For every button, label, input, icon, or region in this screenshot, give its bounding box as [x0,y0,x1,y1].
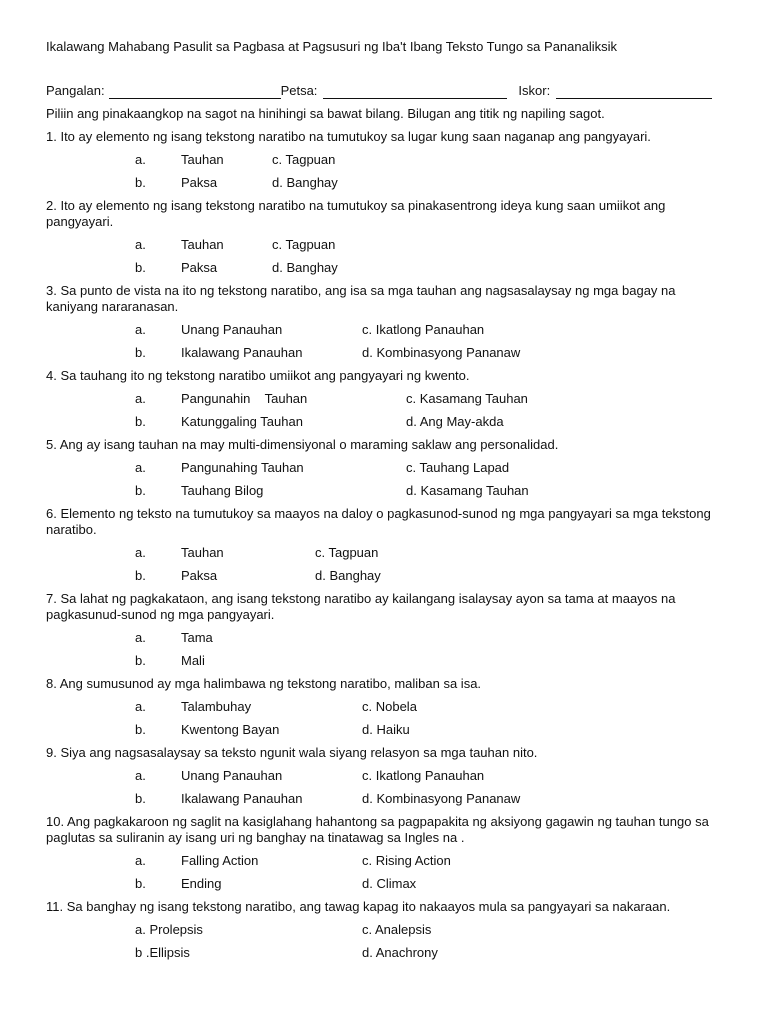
option-letter[interactable]: b. [135,260,146,275]
option-letter[interactable]: a. [135,322,146,337]
option-row [46,852,728,869]
question-9 [46,745,728,807]
option-right[interactable]: c. Ikatlong Panauhan [362,322,485,337]
option-letter[interactable]: b. [135,175,146,190]
question-text: 8. Ang sumusunod ay mga halimbawa ng tekstong naratibo, maliban sa isa. [46,676,482,691]
option-left[interactable]: Pangunahing Tauhan [181,460,304,475]
option-letter[interactable]: b. [135,722,146,737]
option-row [46,413,728,430]
option-letter[interactable]: a. [135,545,146,560]
question-text: 2. Ito ay elemento ng isang tekstong naratibo na tumutukoy sa pinakasentrong ideya kung saan umiikot ang pangyayari. [46,198,666,229]
option-row [46,236,728,253]
option-left[interactable]: Tauhan [181,237,224,252]
option-row [46,482,728,499]
option-left[interactable]: Katunggaling Tauhan [181,414,303,429]
option-left[interactable]: Pangunahin Tauhan [181,391,308,406]
option-left[interactable]: Paksa [181,568,218,583]
option-left[interactable]: Tauhan [181,152,224,167]
option-letter[interactable]: b. [135,653,146,668]
score-field[interactable] [556,86,712,99]
question-4 [46,368,728,430]
option-left[interactable]: Mali [181,653,205,668]
option-letter[interactable]: a. [135,391,146,406]
option-letter[interactable]: a. [135,460,146,475]
option-right[interactable]: c. Tagpuan [315,545,379,560]
option-right[interactable]: c. Kasamang Tauhan [406,391,528,406]
question-text: 10. Ang pagkakaroon ng saglit na kasiglahang hahantong sa pagpapakita ng aksiyong gagawin ng tauhan tungo sa paglutas sa suliranin ay isang uri ng banghay na tinatawag sa Ingles na . [46,814,709,845]
option-letter[interactable]: b. [135,345,146,360]
option-letter[interactable]: a. [135,699,146,714]
option-left[interactable]: Tama [181,630,213,645]
option-right[interactable]: d. Kombinasyong Pananaw [362,345,521,360]
option-row [46,567,728,584]
option-row [46,721,728,738]
option-left[interactable]: Paksa [181,260,218,275]
option-row [46,698,728,715]
question-text: 1. Ito ay elemento ng isang tekstong naratibo na tumutukoy sa lugar kung saan naganap ang pangyayari. [46,129,651,144]
question-text: 3. Sa punto de vista na ito ng tekstong naratibo, ang isa sa mga tauhan ang nagsasalaysay ng mga bagay na kaniyang nararanasan. [46,283,676,314]
option-row [46,390,728,407]
option-letter[interactable]: b. [135,414,146,429]
option-right[interactable]: c. Analepsis [362,922,432,937]
question-10 [46,814,728,892]
question-8 [46,676,728,738]
option-right[interactable]: d. Climax [362,876,417,891]
question-2 [46,198,728,276]
option-left[interactable]: a. Prolepsis [135,922,203,937]
name-field[interactable] [109,86,281,99]
option-letter[interactable]: a. [135,152,146,167]
option-left[interactable]: Unang Panauhan [181,768,283,783]
option-row [46,544,728,561]
question-text: 7. Sa lahat ng pagkakataon, ang isang tekstong naratibo ay kailangang isalaysay ayon sa tama at maayos na pagkasunud-sunod ng mga pangyayari. [46,591,676,622]
question-list [46,129,728,961]
option-row [46,790,728,807]
option-right[interactable]: c. Ikatlong Panauhan [362,768,485,783]
question-11 [46,899,728,961]
option-letter[interactable]: b. [135,791,146,806]
student-info-row [46,82,728,99]
question-5 [46,437,728,499]
option-right[interactable]: d. Banghay [272,175,338,190]
option-letter[interactable]: b. [135,483,146,498]
option-left[interactable]: Ending [181,876,222,891]
question-text: 11. Sa banghay ng isang tekstong naratibo, ang tawag kapag ito nakaayos mula sa pangyayari sa nakaraan. [46,899,671,914]
option-right[interactable]: d. Banghay [315,568,381,583]
question-text: 9. Siya ang nagsasalaysay sa teksto ngunit wala siyang relasyon sa mga tauhan nito. [46,745,538,760]
option-right[interactable]: d. Anachrony [362,945,438,960]
option-right[interactable]: c. Tagpuan [272,237,336,252]
question-7 [46,591,728,669]
option-left[interactable]: b .Ellipsis [135,945,190,960]
option-letter[interactable]: a. [135,853,146,868]
option-left[interactable]: Ikalawang Panauhan [181,791,303,806]
question-1 [46,129,728,191]
option-letter[interactable]: a. [135,237,146,252]
date-label: Petsa: [280,83,318,98]
option-row [46,174,728,191]
option-right[interactable]: d. Ang May-akda [406,414,504,429]
option-right[interactable]: c. Nobela [362,699,417,714]
option-right[interactable]: d. Haiku [362,722,410,737]
name-label: Pangalan: [46,83,105,98]
option-row [46,344,728,361]
option-row [46,459,728,476]
option-left[interactable]: Tauhang Bilog [181,483,264,498]
question-3 [46,283,728,361]
option-right[interactable]: d. Kombinasyong Pananaw [362,791,521,806]
option-row [46,629,728,646]
option-right[interactable]: d. Kasamang Tauhan [406,483,529,498]
option-row [46,321,728,338]
option-left[interactable]: Ikalawang Panauhan [181,345,303,360]
question-6 [46,506,728,584]
option-letter[interactable]: a. [135,768,146,783]
option-left[interactable]: Unang Panauhan [181,322,283,337]
option-left[interactable]: Kwentong Bayan [181,722,280,737]
option-left[interactable]: Paksa [181,175,218,190]
question-text: 4. Sa tauhang ito ng tekstong naratibo umiikot ang pangyayari ng kwento. [46,368,470,383]
option-row [46,875,728,892]
option-left[interactable]: Falling Action [181,853,259,868]
option-left[interactable]: Tauhan [181,545,224,560]
option-right[interactable]: d. Banghay [272,260,338,275]
option-row [46,921,728,938]
option-row [46,151,728,168]
option-row [46,259,728,276]
score-label: Iskor: [518,83,551,98]
option-right[interactable]: c. Tauhang Lapad [406,460,510,475]
option-letter[interactable]: b. [135,568,146,583]
page-title: Ikalawang Mahabang Pasulit sa Pagbasa at Pagsusuri ng Iba't Ibang Teksto Tungo sa Pananaliksik [46,39,618,54]
option-row [46,652,728,669]
date-field[interactable] [323,86,507,99]
option-left[interactable]: Talambuhay [181,699,252,714]
instructions: Piliin ang pinakaangkop na sagot na hinihingi sa bawat bilang. Bilugan ang titik ng napiling sagot. [46,106,605,121]
option-letter[interactable]: a. [135,630,146,645]
question-text: 5. Ang ay isang tauhan na may multi-dimensiyonal o maraming saklaw ang personalidad. [46,437,559,452]
option-right[interactable]: c. Tagpuan [272,152,336,167]
option-right[interactable]: c. Rising Action [362,853,451,868]
option-row [46,767,728,784]
question-text: 6. Elemento ng teksto na tumutukoy sa maayos na daloy o pagkasunod-sunod ng mga pangyayari sa mga tekstong naratibo. [46,506,711,537]
option-letter[interactable]: b. [135,876,146,891]
option-row [46,944,728,961]
